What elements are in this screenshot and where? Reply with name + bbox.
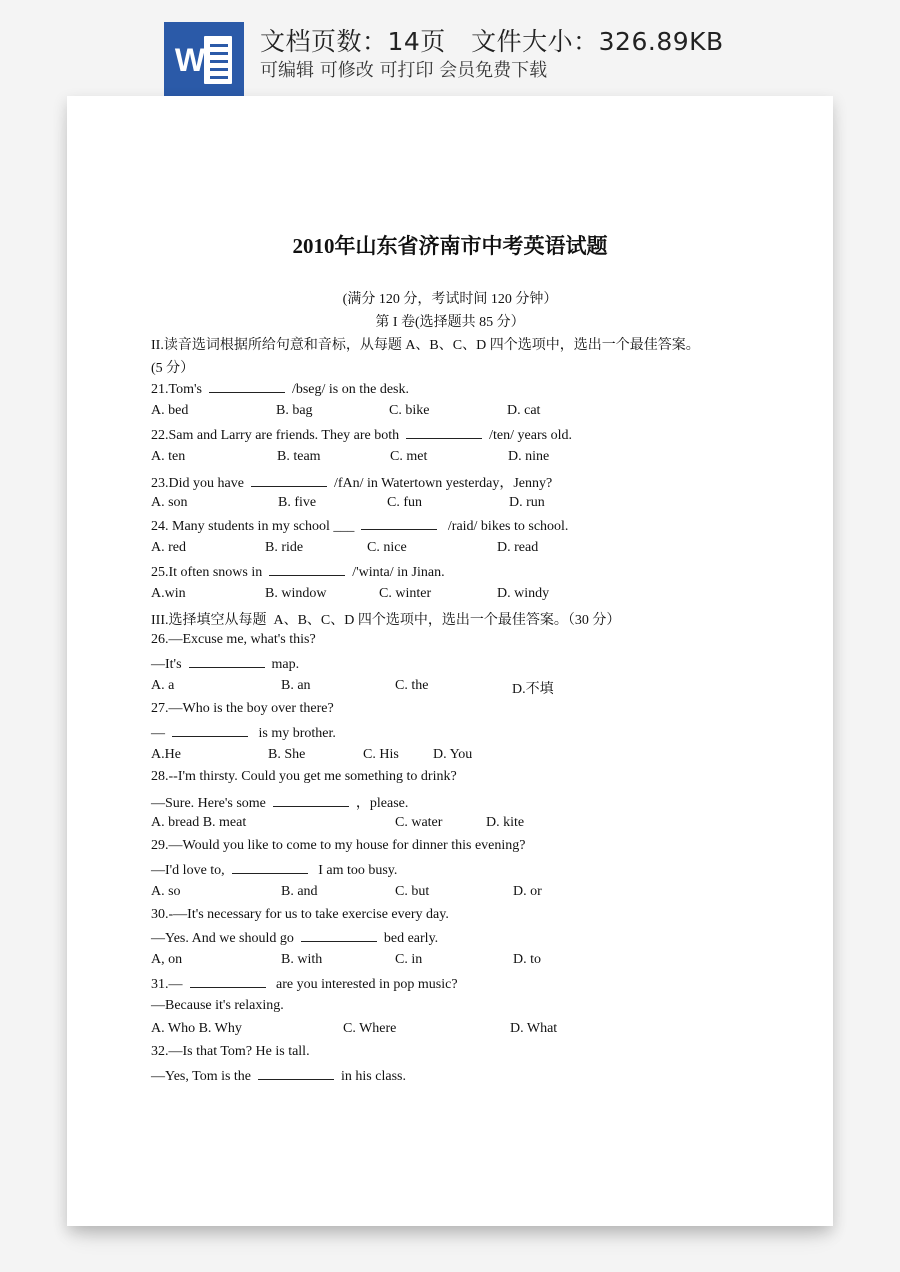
option-d: D. read — [497, 540, 539, 555]
section-heading: III.选择填空从每题 A、B、C、D 四个选项中，选出一个最佳答案。（30 分） — [151, 613, 621, 628]
question-24: 24. Many students in my school ___ /raid/ bikes to school. — [151, 519, 569, 534]
answer-blank — [251, 474, 327, 487]
option-c: C. bike — [389, 403, 430, 418]
question-30-answer-line: —Yes. And we should go bed early. — [151, 931, 439, 946]
word-letter: W — [174, 42, 206, 78]
option-a-b: A. bread B. meat — [151, 815, 247, 830]
option-d: D. You — [433, 747, 473, 762]
question-29-answer-line: —I'd love to, I am too busy. — [151, 863, 398, 878]
option-a: A. red — [151, 540, 186, 555]
answer-blank — [258, 1067, 334, 1080]
option-c: C. in — [395, 952, 423, 967]
option-a: A.He — [151, 747, 181, 762]
question-25: 25.It often snows in /'winta/ in Jinan. — [151, 565, 445, 580]
exam-info: (满分 120 分，考试时间 120 分钟） — [342, 292, 558, 307]
option-c: C. the — [395, 678, 429, 693]
option-a: A. son — [151, 495, 188, 510]
option-a: A. ten — [151, 449, 186, 464]
option-b: B. and — [281, 884, 318, 899]
part-heading: 第 I 卷(选择题共 85 分） — [375, 315, 525, 330]
answer-blank — [273, 794, 349, 807]
document-title: 2010年山东省济南市中考英语试题 — [292, 234, 608, 258]
option-a: A, on — [151, 952, 183, 967]
option-d: D. windy — [497, 586, 550, 601]
question-21: 21.Tom's /bseg/ is on the desk. — [151, 382, 409, 397]
option-b: B. ride — [265, 540, 304, 555]
answer-blank — [172, 724, 248, 737]
question-28-answer-line: —Sure. Here's some ，please. — [151, 796, 409, 811]
option-d: D. What — [510, 1021, 558, 1036]
option-a-b: A. Who B. Why — [151, 1021, 242, 1036]
option-d: D. to — [513, 952, 541, 967]
file-info: 文档页数：14页 文件大小：326.89KB — [260, 27, 724, 56]
answer-blank — [269, 563, 345, 576]
option-d: D. run — [509, 495, 545, 510]
question-27: 27.—Who is the boy over there? — [151, 701, 334, 716]
option-c: C. winter — [379, 586, 432, 601]
question-31-reply: —Because it's relaxing. — [151, 998, 284, 1013]
option-a: A. a — [151, 678, 175, 693]
option-b: B. five — [278, 495, 317, 510]
question-32: 32.—Is that Tom? He is tall. — [151, 1044, 310, 1059]
option-b: B. bag — [276, 403, 313, 418]
option-b: B. window — [265, 586, 327, 601]
option-b: B. She — [268, 747, 306, 762]
option-c: C. met — [390, 449, 428, 464]
option-b: B. with — [281, 952, 323, 967]
option-c: C. Where — [343, 1021, 397, 1036]
question-27-answer-line: — is my brother. — [151, 726, 336, 741]
option-c: C. fun — [387, 495, 422, 510]
option-c: C. nice — [367, 540, 407, 555]
option-a: A. so — [151, 884, 181, 899]
answer-blank — [209, 380, 285, 393]
question-29: 29.—Would you like to come to my house for dinner this evening? — [151, 838, 526, 853]
question-32-answer-line: —Yes, Tom is the in his class. — [151, 1069, 406, 1084]
answer-blank — [232, 861, 308, 874]
option-a: A.win — [151, 586, 186, 601]
answer-blank — [189, 655, 265, 668]
option-d: D. kite — [486, 815, 525, 830]
question-26: 26.—Excuse me, what's this? — [151, 632, 316, 647]
option-c: C. His — [363, 747, 399, 762]
question-28: 28.--I'm thirsty. Could you get me something to drink? — [151, 769, 457, 784]
section-heading: II.读音选词根据所给句意和音标，从每题 A、B、C、D 四个选项中，选出一个最佳答案。 — [151, 338, 700, 353]
option-c: C. but — [395, 884, 430, 899]
answer-blank — [301, 929, 377, 942]
option-b: B. team — [277, 449, 321, 464]
section-score: (5 分） — [151, 361, 195, 376]
option-a: A. bed — [151, 403, 189, 418]
question-30: 30.-—It's necessary for us to take exercise every day. — [151, 907, 449, 922]
option-d: D. nine — [508, 449, 550, 464]
question-31: 31.— are you interested in pop music? — [151, 977, 458, 992]
question-22: 22.Sam and Larry are friends. They are both /ten/ years old. — [151, 428, 572, 443]
word-document-icon — [164, 22, 244, 96]
option-d: D. cat — [507, 403, 541, 418]
file-features: 可编辑 可修改 可打印 会员免费下载 — [260, 60, 548, 81]
option-d: D.不填 — [512, 682, 554, 697]
answer-blank — [190, 975, 266, 988]
answer-blank — [361, 517, 437, 530]
option-c: C. water — [395, 815, 443, 830]
download-banner — [0, 0, 900, 96]
question-23: 23.Did you have /fAn/ in Watertown yesterday，Jenny? — [151, 476, 553, 491]
document-page — [67, 96, 833, 1226]
answer-blank — [406, 426, 482, 439]
question-26-answer-line: —It's map. — [151, 657, 300, 672]
option-d: D. or — [513, 884, 542, 899]
option-b: B. an — [281, 678, 311, 693]
